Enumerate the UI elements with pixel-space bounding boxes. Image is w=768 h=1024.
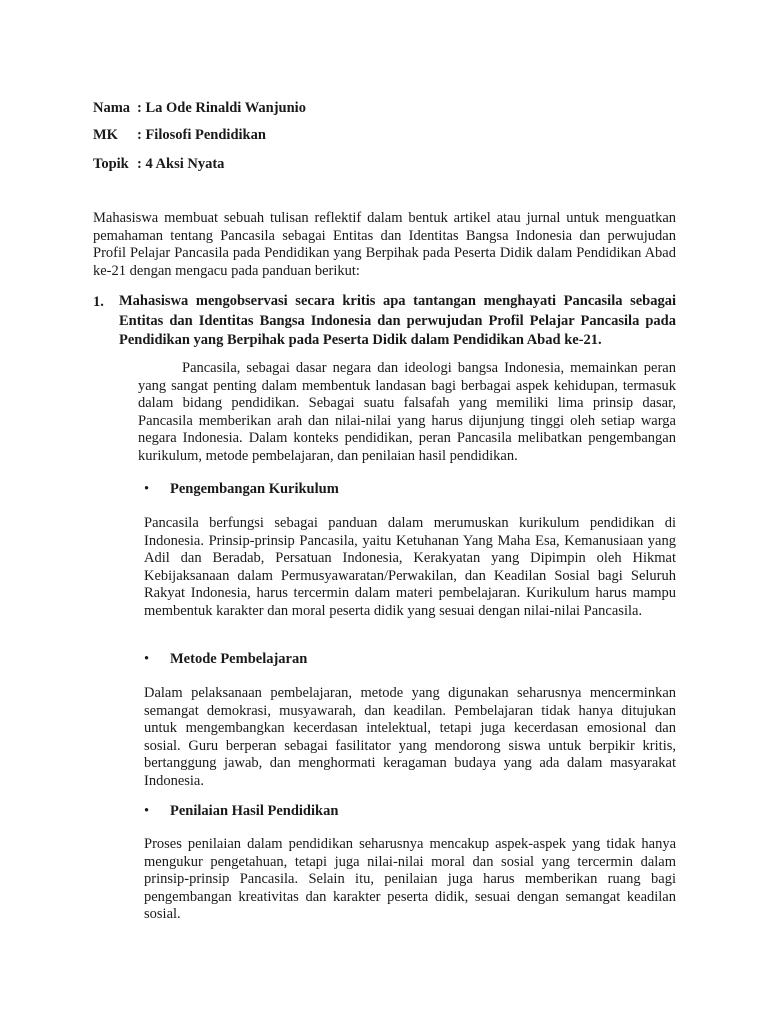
section-heading-penilaian bbox=[144, 802, 338, 820]
bullet-icon: • bbox=[144, 651, 150, 667]
header-topik-key: Topik bbox=[93, 156, 129, 172]
header-mk-value: : Filosofi Pendidikan bbox=[137, 127, 266, 143]
intro-paragraph: Mahasiswa membuat sebuah tulisan reflektif dalam bentuk artikel atau jurnal untuk menguatkan pemahaman tentang Pancasila sebagai Entitas dan Identitas Bangsa Indonesia dan perwujudan Profil Pelajar Pancasila pada Pendidikan yang Berpihak pada Peserta Didik dalam Pendidikan Abad ke-21 dengan mengacu pada panduan berikut: bbox=[93, 210, 676, 279]
section-title: Metode Pembelajaran bbox=[170, 651, 308, 667]
section-heading-kurikulum bbox=[144, 480, 339, 498]
section-title: Pengembangan Kurikulum bbox=[170, 481, 339, 497]
section-heading-metode bbox=[144, 650, 307, 668]
body-paragraph: Pancasila, sebagai dasar negara dan ideologi bangsa Indonesia, memainkan peran yang sangat penting dalam membentuk landasan bagi berbagai aspek kehidupan, termasuk dalam bidang pendidikan. Sebagai suatu falsafah yang memiliki lima prinsip dasar, Pancasila memberikan arah dan nilai-nilai yang harus dijunjung tinggi oleh setiap warga negara Indonesia. Dalam konteks pendidikan, peran Pancasila melibatkan pengembangan kurikulum, metode pembelajaran, dan penilaian hasil pendidikan. bbox=[138, 360, 676, 464]
header-topik bbox=[93, 155, 224, 173]
header-mk-key: MK bbox=[93, 127, 118, 143]
section-title: Penilaian Hasil Pendidikan bbox=[170, 803, 339, 819]
header-mk bbox=[93, 126, 266, 144]
section-text-kurikulum: Pancasila berfungsi sebagai panduan dalam merumuskan kurikulum pendidikan di Indonesia. Prinsip-prinsip Pancasila, yaitu Ketuhanan Yang Maha Esa, Kemanusiaan yang Adil dan Beradab, Persatuan Indonesia, Kerakyatan yang Dipimpin oleh Hikmat Kebijaksanaan dalam Permusyawaratan/Perwakilan, dan Keadilan Sosial bagi Seluruh Rakyat Indonesia, harus tercermin dalam materi pembelajaran. Kurikulum harus mampu membentuk karakter dan moral peserta didik yang sesuai dengan nilai-nilai Pancasila. bbox=[144, 515, 676, 619]
section-text-penilaian: Proses penilaian dalam pendidikan seharusnya mencakup aspek-aspek yang tidak hanya mengukur pengetahuan, tetapi juga nilai-nilai moral dan sosial yang tercermin dalam prinsip-prinsip Pancasila. Selain itu, penilaian juga harus memberikan ruang bagi pengembangan kreativitas dan karakter peserta didik, sesuai dengan semangat keadilan sosial. bbox=[144, 836, 676, 922]
header-nama-key: Nama bbox=[93, 100, 131, 116]
header-nama-value: : La Ode Rinaldi Wanjunio bbox=[137, 100, 306, 116]
question-text: Mahasiswa mengobservasi secara kritis apa tantangan menghayati Pancasila sebagai Entitas dan Identitas Bangsa Indonesia dan perwujudan Profil Pelajar Pancasila pada Pendidikan yang Berpihak pada Peserta Didik dalam Pendidikan Abad ke-21. bbox=[119, 293, 676, 348]
bullet-icon: • bbox=[144, 803, 150, 819]
question-number: 1. bbox=[93, 294, 104, 310]
header-nama bbox=[93, 99, 306, 117]
section-text-metode: Dalam pelaksanaan pembelajaran, metode yang digunakan seharusnya mencerminkan semangat demokrasi, musyawarah, dan keadilan. Pembelajaran tidak hanya ditujukan untuk mengembangkan kecerdasan intelektual, tetapi juga kecerdasan emosional dan sosial. Guru berperan sebagai fasilitator yang mendorong siswa untuk berpikir kritis, bertanggung jawab, dan menghormati keragaman budaya yang ada dalam masyarakat Indonesia. bbox=[144, 685, 676, 789]
bullet-icon: • bbox=[144, 481, 150, 497]
header-topik-value: : 4 Aksi Nyata bbox=[137, 156, 225, 172]
